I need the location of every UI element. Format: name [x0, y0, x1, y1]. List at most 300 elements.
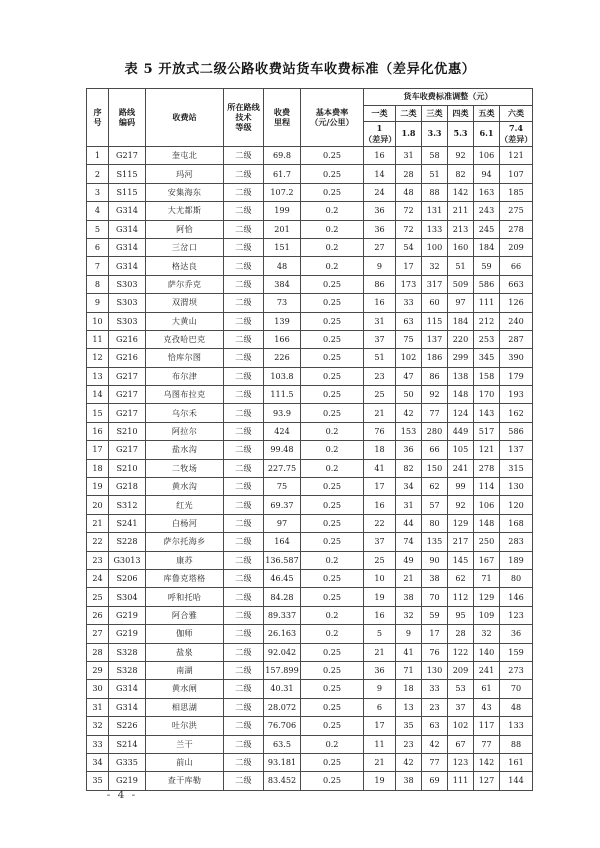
- cell-class-6: 240: [500, 312, 533, 330]
- cell-base-rate: 0.2: [301, 606, 364, 624]
- cell-class-3: 131: [422, 202, 448, 220]
- cell-class-6: 283: [500, 533, 533, 551]
- cell-class-1: 76: [364, 422, 396, 440]
- cell-class-4: 213: [448, 220, 474, 238]
- cell-class-2: 63: [396, 312, 422, 330]
- cell-class-2: 74: [396, 533, 422, 551]
- cell-class-1: 21: [364, 643, 396, 661]
- table-row: [87, 551, 533, 569]
- cell-class-6: 120: [500, 496, 533, 514]
- cell-base-rate: 0.25: [301, 496, 364, 514]
- cell-toll-station: 恰库尔图: [146, 349, 224, 367]
- table-row: [87, 569, 533, 587]
- table-row: [87, 698, 533, 716]
- cell-class-6: 121: [500, 147, 533, 165]
- cell-toll-station: 萨尔乔克: [146, 275, 224, 293]
- cell-index: 20: [87, 496, 109, 514]
- cell-class-1: 51: [364, 349, 396, 367]
- cell-class-5: 517: [474, 422, 500, 440]
- cell-base-rate: 0.25: [301, 661, 364, 679]
- cell-route-code: S312: [109, 496, 146, 514]
- cell-class-4: 95: [448, 606, 474, 624]
- cell-class-6: 130: [500, 478, 533, 496]
- cell-class-6: 36: [500, 625, 533, 643]
- cell-class-1: 36: [364, 220, 396, 238]
- cell-class-3: 63: [422, 717, 448, 735]
- cell-class-2: 23: [396, 735, 422, 753]
- cell-base-rate: 0.25: [301, 386, 364, 404]
- table-row: [87, 422, 533, 440]
- cell-class-2: 75: [396, 330, 422, 348]
- cell-base-rate: 0.25: [301, 478, 364, 496]
- table-row: [87, 275, 533, 293]
- cell-class-3: 51: [422, 165, 448, 183]
- cell-class-5: 43: [474, 698, 500, 716]
- cell-class-5: 61: [474, 680, 500, 698]
- cell-class-4: 67: [448, 735, 474, 753]
- cell-route-grade: 二级: [224, 220, 264, 238]
- cell-class-3: 70: [422, 588, 448, 606]
- cell-class-6: 133: [500, 717, 533, 735]
- table-row: [87, 735, 533, 753]
- cell-class-2: 42: [396, 404, 422, 422]
- cell-class-3: 62: [422, 478, 448, 496]
- cell-base-rate: 0.25: [301, 514, 364, 532]
- cell-class-3: 86: [422, 367, 448, 385]
- cell-mileage: 99.48: [264, 441, 301, 459]
- cell-class-1: 37: [364, 330, 396, 348]
- cell-toll-station: 查干库勒: [146, 772, 224, 790]
- table-row: [87, 202, 533, 220]
- cell-class-4: 92: [448, 147, 474, 165]
- cell-class-1: 41: [364, 459, 396, 477]
- cell-class-5: 253: [474, 330, 500, 348]
- col-header-class-1-value: 1 （差异）: [364, 122, 396, 147]
- cell-base-rate: 0.25: [301, 294, 364, 312]
- cell-class-1: 24: [364, 183, 396, 201]
- cell-toll-station: 阿合雅: [146, 606, 224, 624]
- table-row: [87, 330, 533, 348]
- cell-base-rate: 0.2: [301, 551, 364, 569]
- fee-table-container: [86, 88, 533, 791]
- cell-class-5: 111: [474, 294, 500, 312]
- cell-route-code: G218: [109, 478, 146, 496]
- cell-class-5: 167: [474, 551, 500, 569]
- col-header-fee-adjust-group: 货车收费标准调整（元）: [364, 89, 533, 106]
- cell-class-3: 23: [422, 698, 448, 716]
- cell-route-grade: 二级: [224, 183, 264, 201]
- cell-class-3: 90: [422, 551, 448, 569]
- cell-class-2: 35: [396, 717, 422, 735]
- cell-class-2: 28: [396, 165, 422, 183]
- cell-toll-station: 二牧场: [146, 459, 224, 477]
- cell-class-6: 66: [500, 257, 533, 275]
- cell-base-rate: 0.25: [301, 569, 364, 587]
- cell-toll-station: 三岔口: [146, 238, 224, 256]
- cell-route-grade: 二级: [224, 165, 264, 183]
- cell-class-1: 16: [364, 294, 396, 312]
- cell-class-4: 37: [448, 698, 474, 716]
- cell-mileage: 227.75: [264, 459, 301, 477]
- cell-route-code: G217: [109, 367, 146, 385]
- cell-class-4: 148: [448, 386, 474, 404]
- cell-class-3: 42: [422, 735, 448, 753]
- cell-class-1: 19: [364, 772, 396, 790]
- cell-toll-station: 前山: [146, 753, 224, 771]
- cell-base-rate: 0.2: [301, 220, 364, 238]
- cell-class-6: 189: [500, 551, 533, 569]
- cell-class-3: 66: [422, 441, 448, 459]
- cell-toll-station: 盐水沟: [146, 441, 224, 459]
- cell-class-1: 18: [364, 441, 396, 459]
- cell-class-2: 49: [396, 551, 422, 569]
- toll-fee-table: [86, 88, 533, 791]
- cell-class-3: 17: [422, 625, 448, 643]
- cell-mileage: 164: [264, 533, 301, 551]
- cell-base-rate: 0.2: [301, 459, 364, 477]
- cell-index: 33: [87, 735, 109, 753]
- cell-index: 26: [87, 606, 109, 624]
- cell-route-code: G217: [109, 147, 146, 165]
- cell-class-3: 77: [422, 404, 448, 422]
- cell-index: 18: [87, 459, 109, 477]
- cell-toll-station: 红光: [146, 496, 224, 514]
- cell-base-rate: 0.25: [301, 312, 364, 330]
- cell-class-3: 76: [422, 643, 448, 661]
- cell-class-3: 57: [422, 496, 448, 514]
- cell-index: 23: [87, 551, 109, 569]
- cell-route-code: S210: [109, 459, 146, 477]
- cell-class-3: 317: [422, 275, 448, 293]
- cell-base-rate: 0.2: [301, 238, 364, 256]
- cell-route-code: G217: [109, 441, 146, 459]
- cell-route-code: G217: [109, 386, 146, 404]
- table-row: [87, 257, 533, 275]
- cell-toll-station: 黄水沟: [146, 478, 224, 496]
- cell-class-2: 153: [396, 422, 422, 440]
- cell-toll-station: 乌图布拉克: [146, 386, 224, 404]
- header-row-group: [87, 89, 533, 106]
- cell-mileage: 226: [264, 349, 301, 367]
- cell-route-grade: 二级: [224, 772, 264, 790]
- cell-toll-station: 克孜哈巴克: [146, 330, 224, 348]
- cell-mileage: 69.37: [264, 496, 301, 514]
- cell-mileage: 89.337: [264, 606, 301, 624]
- cell-class-5: 129: [474, 588, 500, 606]
- cell-class-6: 273: [500, 661, 533, 679]
- cell-class-3: 60: [422, 294, 448, 312]
- cell-toll-station: 大尤都斯: [146, 202, 224, 220]
- page-number-footer: - 4 -: [106, 789, 138, 801]
- table-row: [87, 386, 533, 404]
- cell-class-4: 509: [448, 275, 474, 293]
- col-header-class-5-value: 6.1: [474, 122, 500, 147]
- cell-index: 30: [87, 680, 109, 698]
- cell-class-1: 17: [364, 717, 396, 735]
- cell-mileage: 103.8: [264, 367, 301, 385]
- cell-toll-station: 萨尔托海乡: [146, 533, 224, 551]
- cell-base-rate: 0.25: [301, 183, 364, 201]
- cell-class-5: 127: [474, 772, 500, 790]
- cell-class-4: 145: [448, 551, 474, 569]
- cell-class-2: 17: [396, 257, 422, 275]
- cell-class-6: 179: [500, 367, 533, 385]
- cell-class-5: 114: [474, 478, 500, 496]
- cell-class-4: 99: [448, 478, 474, 496]
- cell-class-6: 80: [500, 569, 533, 587]
- cell-toll-station: 黄水闸: [146, 680, 224, 698]
- cell-route-code: G314: [109, 680, 146, 698]
- col-header-class-3: 三类: [422, 106, 448, 122]
- cell-index: 32: [87, 717, 109, 735]
- cell-class-3: 115: [422, 312, 448, 330]
- cell-class-2: 47: [396, 367, 422, 385]
- cell-toll-station: 盐泉: [146, 643, 224, 661]
- cell-mileage: 61.7: [264, 165, 301, 183]
- cell-route-grade: 二级: [224, 753, 264, 771]
- table-row: [87, 533, 533, 551]
- cell-class-6: 275: [500, 202, 533, 220]
- cell-route-code: G314: [109, 202, 146, 220]
- cell-class-1: 25: [364, 386, 396, 404]
- cell-route-grade: 二级: [224, 643, 264, 661]
- cell-class-4: 299: [448, 349, 474, 367]
- cell-mileage: 139: [264, 312, 301, 330]
- table-row: [87, 478, 533, 496]
- cell-route-code: S303: [109, 294, 146, 312]
- cell-class-4: 28: [448, 625, 474, 643]
- cell-class-2: 82: [396, 459, 422, 477]
- cell-class-1: 36: [364, 661, 396, 679]
- cell-class-5: 77: [474, 735, 500, 753]
- cell-class-6: 144: [500, 772, 533, 790]
- cell-class-3: 92: [422, 386, 448, 404]
- cell-toll-station: 格达良: [146, 257, 224, 275]
- cell-class-3: 133: [422, 220, 448, 238]
- cell-route-grade: 二级: [224, 312, 264, 330]
- cell-route-grade: 二级: [224, 717, 264, 735]
- cell-class-3: 130: [422, 661, 448, 679]
- cell-class-6: 159: [500, 643, 533, 661]
- col-header-route-code: 路线 编码: [109, 89, 146, 147]
- cell-toll-station: 阿恰: [146, 220, 224, 238]
- cell-route-code: S304: [109, 588, 146, 606]
- cell-class-4: 92: [448, 496, 474, 514]
- cell-route-grade: 二级: [224, 238, 264, 256]
- cell-class-5: 106: [474, 496, 500, 514]
- cell-class-2: 21: [396, 569, 422, 587]
- cell-class-2: 41: [396, 643, 422, 661]
- cell-route-grade: 二级: [224, 551, 264, 569]
- cell-class-4: 82: [448, 165, 474, 183]
- cell-class-1: 10: [364, 569, 396, 587]
- cell-route-code: S210: [109, 422, 146, 440]
- cell-base-rate: 0.2: [301, 441, 364, 459]
- cell-index: 10: [87, 312, 109, 330]
- cell-route-code: G219: [109, 625, 146, 643]
- col-header-class-4-value: 5.3: [448, 122, 474, 147]
- cell-class-2: 102: [396, 349, 422, 367]
- cell-class-1: 14: [364, 165, 396, 183]
- cell-class-6: 278: [500, 220, 533, 238]
- cell-toll-station: 安集海东: [146, 183, 224, 201]
- cell-index: 29: [87, 661, 109, 679]
- cell-mileage: 69.8: [264, 147, 301, 165]
- cell-index: 2: [87, 165, 109, 183]
- cell-mileage: 199: [264, 202, 301, 220]
- table-row: [87, 717, 533, 735]
- cell-class-1: 5: [364, 625, 396, 643]
- cell-route-code: S226: [109, 717, 146, 735]
- cell-class-3: 280: [422, 422, 448, 440]
- cell-index: 31: [87, 698, 109, 716]
- cell-index: 3: [87, 183, 109, 201]
- cell-toll-station: 双渭坝: [146, 294, 224, 312]
- cell-index: 1: [87, 147, 109, 165]
- cell-mileage: 157.899: [264, 661, 301, 679]
- cell-route-code: S303: [109, 312, 146, 330]
- cell-index: 24: [87, 569, 109, 587]
- table-body: [87, 147, 533, 791]
- cell-toll-station: 乌尔禾: [146, 404, 224, 422]
- cell-route-code: S206: [109, 569, 146, 587]
- cell-route-grade: 二级: [224, 404, 264, 422]
- cell-class-5: 109: [474, 606, 500, 624]
- cell-toll-station: 相思湖: [146, 698, 224, 716]
- cell-index: 8: [87, 275, 109, 293]
- cell-toll-station: 伽师: [146, 625, 224, 643]
- page-title: 表 5 开放式二级公路收费站货车收费标准（差异化优惠）: [124, 62, 476, 77]
- cell-class-2: 36: [396, 441, 422, 459]
- cell-toll-station: 阿拉尔: [146, 422, 224, 440]
- cell-class-6: 88: [500, 735, 533, 753]
- cell-class-3: 58: [422, 147, 448, 165]
- cell-route-grade: 二级: [224, 257, 264, 275]
- table-row: [87, 294, 533, 312]
- table-row: [87, 404, 533, 422]
- cell-route-code: G217: [109, 404, 146, 422]
- cell-class-2: 31: [396, 147, 422, 165]
- cell-class-6: 193: [500, 386, 533, 404]
- cell-route-grade: 二级: [224, 459, 264, 477]
- cell-route-code: G314: [109, 220, 146, 238]
- cell-class-6: 126: [500, 294, 533, 312]
- cell-toll-station: 兰干: [146, 735, 224, 753]
- cell-route-grade: 二级: [224, 147, 264, 165]
- cell-base-rate: 0.25: [301, 404, 364, 422]
- cell-route-grade: 二级: [224, 514, 264, 532]
- cell-class-4: 217: [448, 533, 474, 551]
- cell-route-code: S214: [109, 735, 146, 753]
- cell-base-rate: 0.2: [301, 625, 364, 643]
- cell-class-4: 97: [448, 294, 474, 312]
- cell-class-5: 117: [474, 717, 500, 735]
- cell-class-5: 32: [474, 625, 500, 643]
- cell-base-rate: 0.25: [301, 772, 364, 790]
- cell-class-5: 345: [474, 349, 500, 367]
- cell-toll-station: 玛河: [146, 165, 224, 183]
- cell-route-code: G314: [109, 238, 146, 256]
- table-row: [87, 514, 533, 532]
- cell-class-1: 25: [364, 551, 396, 569]
- cell-mileage: 384: [264, 275, 301, 293]
- cell-route-code: G216: [109, 349, 146, 367]
- cell-class-1: 21: [364, 404, 396, 422]
- cell-class-2: 173: [396, 275, 422, 293]
- cell-class-4: 53: [448, 680, 474, 698]
- cell-route-grade: 二级: [224, 349, 264, 367]
- cell-class-4: 220: [448, 330, 474, 348]
- table-row: [87, 661, 533, 679]
- cell-route-grade: 二级: [224, 625, 264, 643]
- col-header-class-6: 六类: [500, 106, 533, 122]
- table-row: [87, 459, 533, 477]
- table-row: [87, 183, 533, 201]
- cell-class-1: 17: [364, 478, 396, 496]
- cell-mileage: 48: [264, 257, 301, 275]
- cell-class-3: 135: [422, 533, 448, 551]
- cell-route-code: S303: [109, 275, 146, 293]
- cell-class-2: 54: [396, 238, 422, 256]
- cell-class-1: 19: [364, 588, 396, 606]
- cell-route-code: S228: [109, 533, 146, 551]
- cell-class-4: 122: [448, 643, 474, 661]
- cell-class-3: 137: [422, 330, 448, 348]
- cell-class-4: 111: [448, 772, 474, 790]
- cell-class-2: 50: [396, 386, 422, 404]
- cell-index: 21: [87, 514, 109, 532]
- col-header-class-4: 四类: [448, 106, 474, 122]
- cell-route-grade: 二级: [224, 569, 264, 587]
- cell-class-5: 241: [474, 661, 500, 679]
- cell-class-6: 107: [500, 165, 533, 183]
- cell-class-5: 71: [474, 569, 500, 587]
- cell-class-5: 148: [474, 514, 500, 532]
- cell-class-2: 33: [396, 294, 422, 312]
- cell-class-5: 106: [474, 147, 500, 165]
- cell-class-4: 112: [448, 588, 474, 606]
- cell-class-1: 16: [364, 606, 396, 624]
- cell-class-6: 162: [500, 404, 533, 422]
- cell-mileage: 136.587: [264, 551, 301, 569]
- table-row: [87, 772, 533, 790]
- cell-class-4: 124: [448, 404, 474, 422]
- cell-class-2: 18: [396, 680, 422, 698]
- table-row: [87, 238, 533, 256]
- cell-class-2: 13: [396, 698, 422, 716]
- cell-class-1: 21: [364, 753, 396, 771]
- cell-index: 15: [87, 404, 109, 422]
- cell-base-rate: 0.25: [301, 275, 364, 293]
- col-header-route-grade: 所在路线 技术 等级: [224, 89, 264, 147]
- cell-index: 13: [87, 367, 109, 385]
- cell-base-rate: 0.25: [301, 643, 364, 661]
- cell-route-code: S241: [109, 514, 146, 532]
- cell-class-3: 38: [422, 569, 448, 587]
- cell-toll-station: 大黄山: [146, 312, 224, 330]
- cell-class-4: 160: [448, 238, 474, 256]
- cell-route-code: G314: [109, 698, 146, 716]
- cell-class-2: 72: [396, 220, 422, 238]
- cell-class-5: 142: [474, 753, 500, 771]
- cell-class-1: 16: [364, 147, 396, 165]
- cell-class-4: 142: [448, 183, 474, 201]
- cell-class-6: 161: [500, 753, 533, 771]
- cell-toll-station: 库鲁克塔格: [146, 569, 224, 587]
- cell-class-4: 102: [448, 717, 474, 735]
- cell-mileage: 76.706: [264, 717, 301, 735]
- cell-class-1: 9: [364, 257, 396, 275]
